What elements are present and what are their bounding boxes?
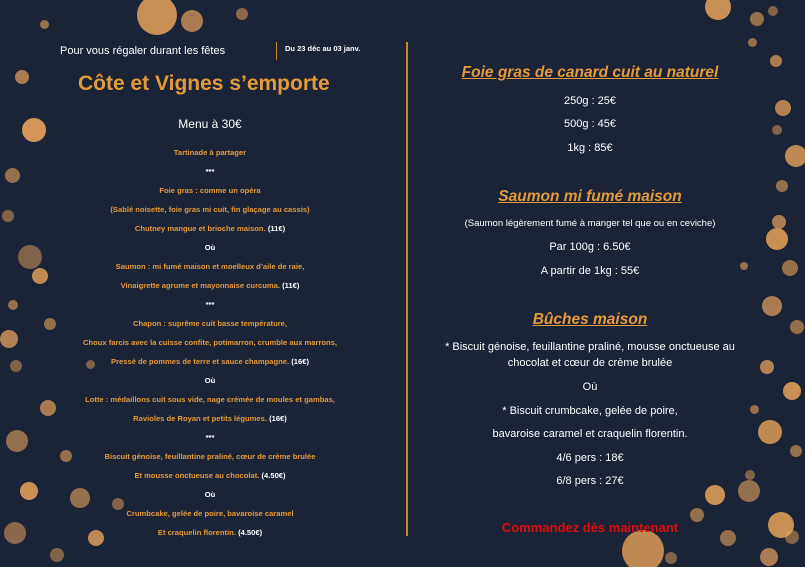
- menu-line-text: Chapon : suprême cuit basse température,: [132, 319, 288, 328]
- menu-line: [40, 490, 380, 499]
- saumon-price: A partir de 1kg : 55€: [540, 265, 640, 277]
- menu-line-text: Biscuit génoise, feuillantine praliné, cœur de crème brulée: [104, 452, 316, 461]
- menu-line-price: (16€): [269, 414, 287, 423]
- bokeh-dot: [10, 360, 22, 372]
- bokeh-dot: [137, 0, 177, 35]
- bokeh-dot: [790, 320, 804, 334]
- bokeh-dot: [785, 530, 799, 544]
- menu-line: [40, 414, 380, 423]
- saumon-note: (Saumon légèrement fumé à manger tel que ou en ceviche): [464, 218, 716, 229]
- menu-line: [40, 357, 380, 366]
- bokeh-dot: [772, 125, 782, 135]
- menu-line: [40, 338, 380, 347]
- bokeh-dot: [8, 300, 18, 310]
- foie-gras-price: 250g : 25€: [564, 95, 616, 107]
- column-divider: [406, 42, 408, 536]
- bokeh-dot: [0, 330, 18, 348]
- bokeh-dot: [775, 100, 791, 116]
- foie-gras-heading: Foie gras de canard cuit au naturel: [461, 64, 719, 81]
- menu-line-text: Vinaigrette agrume et mayonnaise curcuma.: [120, 281, 280, 290]
- menu-line-text: Choux farcis avec la cuisse confite, potimarron, crumble aux marrons,: [82, 338, 338, 347]
- saumon-price: Par 100g : 6.50€: [549, 241, 631, 253]
- menu-line-text: ***: [205, 167, 215, 176]
- bokeh-dot: [15, 70, 29, 84]
- menu-line-text: Où: [204, 376, 216, 385]
- bokeh-dot: [5, 168, 20, 183]
- bokeh-dot: [22, 118, 46, 142]
- bokeh-dot: [2, 210, 14, 222]
- bokeh-dot: [40, 20, 49, 29]
- bokeh-dot: [776, 180, 788, 192]
- bokeh-dot: [750, 12, 764, 26]
- menu-line: [40, 433, 380, 442]
- buches-line: Où: [582, 381, 598, 393]
- bokeh-dot: [783, 382, 801, 400]
- menu-title: Menu à 30€: [178, 117, 242, 131]
- menu-line-text: Et craquelin florentin.: [157, 528, 236, 537]
- menu-line-text: Et mousse onctueuse au chocolat.: [134, 471, 260, 480]
- menu-line: [40, 224, 380, 233]
- menu-line: [40, 205, 380, 214]
- menu-line-price: (4.50€): [238, 528, 263, 537]
- header-divider: [276, 42, 277, 60]
- bokeh-dot: [768, 6, 778, 16]
- menu-line: [40, 395, 380, 404]
- date-range: Du 23 déc au 03 janv.: [285, 44, 361, 53]
- bokeh-dot: [665, 552, 677, 564]
- menu-line: [40, 471, 380, 480]
- menu-line-price: (11€): [267, 224, 286, 233]
- bokeh-dot: [760, 548, 778, 566]
- bokeh-dot: [181, 10, 203, 32]
- bokeh-dot: [50, 548, 64, 562]
- bokeh-dot: [790, 445, 802, 457]
- bokeh-dot: [772, 215, 786, 229]
- menu-line: [40, 243, 380, 252]
- bokeh-dot: [20, 482, 38, 500]
- bokeh-dot: [770, 55, 782, 67]
- restaurant-title: Côte et Vignes s’emporte: [78, 72, 330, 95]
- menu-line-text: Foie gras : comme un opéra: [159, 186, 261, 195]
- menu-line-text: Pressé de pommes de terre et sauce champagne.: [111, 357, 290, 366]
- buches-line: * Biscuit génoise, feuillantine praliné, mousse onctueuse au: [445, 341, 735, 353]
- menu-line-text: Lotte : médaillons cuit sous vide, nage crémée de moules et gambas,: [85, 395, 335, 404]
- bokeh-dot: [785, 145, 805, 167]
- menu-line: [40, 509, 380, 518]
- bokeh-dot: [236, 8, 248, 20]
- menu-line-price: (11€): [282, 281, 300, 290]
- menu-line: [40, 528, 380, 537]
- buches-price: 6/8 pers : 27€: [556, 475, 624, 487]
- menu-line: [40, 186, 380, 195]
- buches-line: chocolat et cœur de crème brulée: [507, 357, 673, 369]
- menu-line-text: (Sablé noisette, foie gras mi cuit, fin glaçage au cassis): [110, 205, 310, 214]
- menu-line: [40, 167, 380, 176]
- menu-line: [40, 452, 380, 461]
- menu-line-text: Crumbcake, gelée de poire, bavaroise caramel: [126, 509, 294, 518]
- menu-line-text: ***: [205, 300, 215, 309]
- menu-line: [40, 281, 380, 290]
- menu-line-text: Saumon : mi fumé maison et moelleux d’aile de raie,: [115, 262, 305, 271]
- menu-line: [40, 376, 380, 385]
- menu-line-text: Où: [204, 490, 216, 499]
- menu-line: [40, 319, 380, 328]
- bokeh-dot: [18, 245, 42, 269]
- buches-price: 4/6 pers : 18€: [556, 452, 624, 464]
- bokeh-dot: [782, 260, 798, 276]
- menu-line-text: ***: [205, 433, 215, 442]
- menu-line-price: (4.50€): [261, 471, 286, 480]
- bokeh-dot: [4, 522, 26, 544]
- menu-line: [40, 148, 380, 157]
- intro-text: Pour vous régaler durant les fêtes: [60, 45, 226, 57]
- menu-line-text: Chutney mangue et brioche maison.: [134, 224, 266, 233]
- menu-line-text: Où: [204, 243, 216, 252]
- bokeh-dot: [705, 485, 725, 505]
- menu-line-price: (16€): [291, 357, 309, 366]
- bokeh-dot: [705, 0, 731, 20]
- bokeh-dot: [622, 530, 664, 567]
- buches-line: bavaroise caramel et craquelin florentin.: [492, 428, 688, 440]
- buches-heading: Bûches maison: [532, 311, 648, 328]
- foie-gras-price: 1kg : 85€: [567, 142, 613, 154]
- buches-line: * Biscuit crumbcake, gelée de poire,: [502, 405, 678, 417]
- foie-gras-price: 500g : 45€: [564, 118, 616, 130]
- menu-line: [40, 262, 380, 271]
- menu-line-text: Tartinade à partager: [173, 148, 247, 157]
- menu-line: [40, 300, 380, 309]
- saumon-heading: Saumon mi fumé maison: [498, 188, 682, 205]
- bokeh-dot: [6, 430, 28, 452]
- order-now-cta: Commandez dès maintenant: [501, 520, 679, 535]
- bokeh-dot: [748, 38, 757, 47]
- menu-line-text: Ravioles de Royan et petits légumes.: [133, 414, 267, 423]
